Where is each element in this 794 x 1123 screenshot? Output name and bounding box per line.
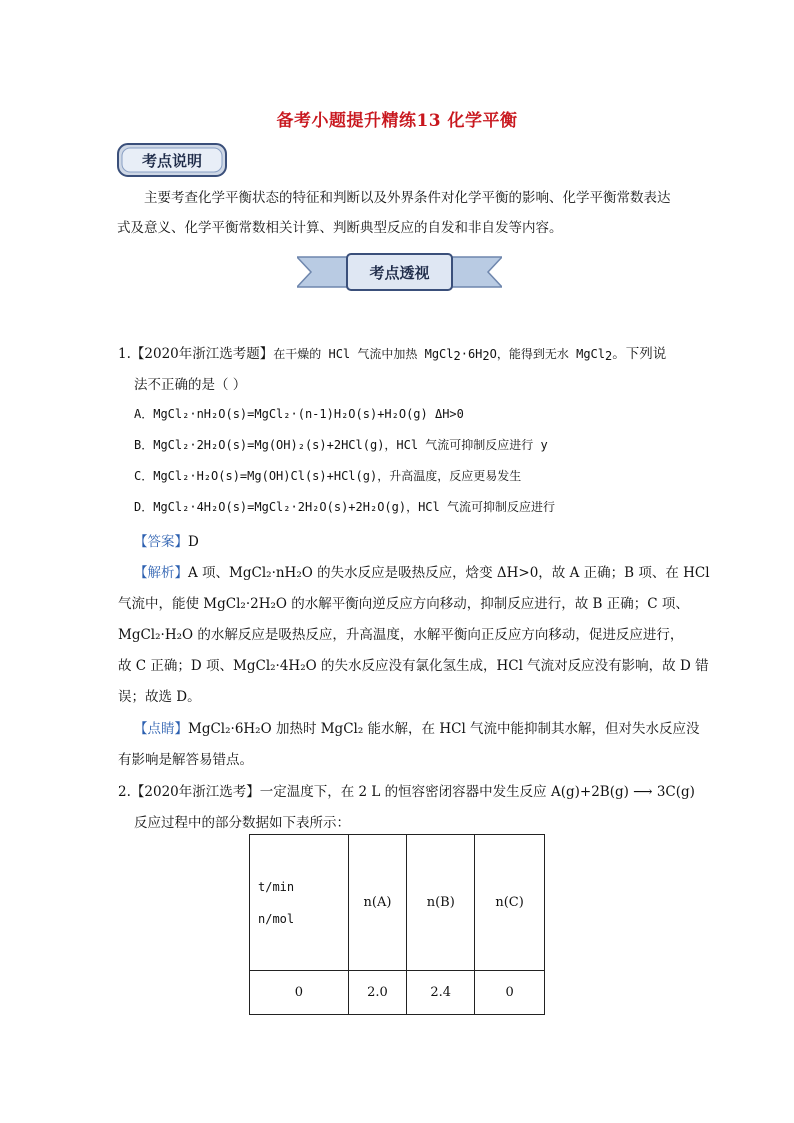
q1-option-b[interactable]: B．MgCl₂·2H₂O(s)=Mg(OH)₂(s)+2HCl(g)，HCl 气流可抑制反应进行 y bbox=[134, 438, 548, 452]
table-header-cell: n(B) bbox=[407, 835, 475, 971]
badge2-text: 考点透视 bbox=[369, 264, 430, 282]
q2-stem-line-2: 反应过程中的部分数据如下表所示： bbox=[134, 815, 350, 831]
table-header-cell: n(A) bbox=[348, 835, 407, 971]
intro-line-2: 式及意义、化学平衡常数相关计算、判断典型反应的自发和非自发等内容。 bbox=[117, 220, 563, 236]
table-corner-cell: t/min n/mol bbox=[250, 835, 349, 971]
q1-stem-line-1: 1.【2020年浙江选考题】在干燥的 HCl 气流中加热 $MgCl_2\cdot 6H_2O$，能得到无水 MgCl$_2$。下列说 bbox=[118, 346, 667, 363]
table-header-cell: n(C) bbox=[475, 835, 545, 971]
table-header-row bbox=[250, 835, 545, 971]
q1-analysis-line-3: MgCl₂·H₂O 的水解反应是吸热反应，升高温度，水解平衡向正反应方向移动，促进反应进行， bbox=[118, 627, 684, 643]
q1-analysis-line-1: 【解析】A 项、MgCl₂·nH₂O 的失水反应是吸热反应，焓变 ΔH>0，故 A 正确；B 项、在 HCl bbox=[134, 565, 710, 581]
answer-tag: 【答案】 bbox=[134, 534, 188, 550]
q1-note-line-1: 【点睛】MgCl₂·6H₂O 加热时 MgCl₂ 能水解，在 HCl 气流中能抑制其水解，但对失水反应没 bbox=[134, 721, 700, 737]
intro-line-1: 主要考查化学平衡状态的特征和判断以及外界条件对化学平衡的影响、化学平衡常数表达 bbox=[144, 190, 671, 206]
page-title: 备考小题提升精练13 化学平衡 bbox=[276, 111, 518, 131]
q1-option-d[interactable]: D．MgCl₂·4H₂O(s)=MgCl₂·2H₂O(s)+2H₂O(g)，HCl 气流可抑制反应进行 bbox=[134, 500, 555, 514]
q1-answer bbox=[134, 530, 199, 550]
q1-source: 【2020年浙江选考题】 bbox=[130, 346, 274, 362]
q1-option-a[interactable]: A．MgCl₂·nH₂O(s)=MgCl₂·(n-1)H₂O(s)+H₂O(g) ΔH>0 bbox=[134, 407, 464, 421]
q1-analysis-line-4: 故 C 正确；D 项、MgCl₂·4H₂O 的失水反应没有氯化氢生成，HCl 气流对反应没有影响，故 D 错 bbox=[118, 658, 709, 674]
intro-paragraph bbox=[118, 183, 708, 243]
data-table bbox=[249, 834, 545, 1015]
note-tag: 【点睛】 bbox=[134, 721, 188, 737]
q1-note-line-2: 有影响是解答易错点。 bbox=[118, 752, 253, 768]
table-cell: 2.4 bbox=[407, 971, 475, 1015]
table-cell: 0 bbox=[250, 971, 349, 1015]
analysis-tag: 【解析】 bbox=[134, 565, 188, 581]
q2-source: 【2020年浙江选考】 bbox=[130, 784, 260, 800]
q1-analysis-line-2: 气流中，能使 MgCl₂·2H₂O 的水解平衡向逆反应方向移动，抑制反应进行，故 B 正确；C 项、 bbox=[118, 596, 689, 612]
q1-analysis-line-5: 误；故选 D。 bbox=[118, 689, 201, 705]
badge1-text: 考点说明 bbox=[141, 152, 203, 170]
q2-stem-line-1: 2.【2020年浙江选考】一定温度下，在 2 L 的恒容密闭容器中发生反应 A(g)+2B(g) ⟶ 3C(g) bbox=[118, 784, 695, 800]
table-cell: 2.0 bbox=[348, 971, 407, 1015]
q1-number: 1. bbox=[118, 346, 131, 362]
q2-number: 2. bbox=[118, 784, 131, 800]
q1-option-c[interactable]: C．MgCl₂·H₂O(s)=Mg(OH)Cl(s)+HCl(g)，升高温度，反应更易发生 bbox=[134, 469, 522, 483]
exam-perspective-badge bbox=[297, 253, 502, 291]
table-row bbox=[250, 971, 545, 1015]
answer-value: D bbox=[188, 534, 199, 550]
exam-points-badge bbox=[116, 142, 228, 178]
q1-stem-line-2: 法不正确的是（ ） bbox=[134, 377, 247, 393]
table-cell: 0 bbox=[475, 971, 545, 1015]
